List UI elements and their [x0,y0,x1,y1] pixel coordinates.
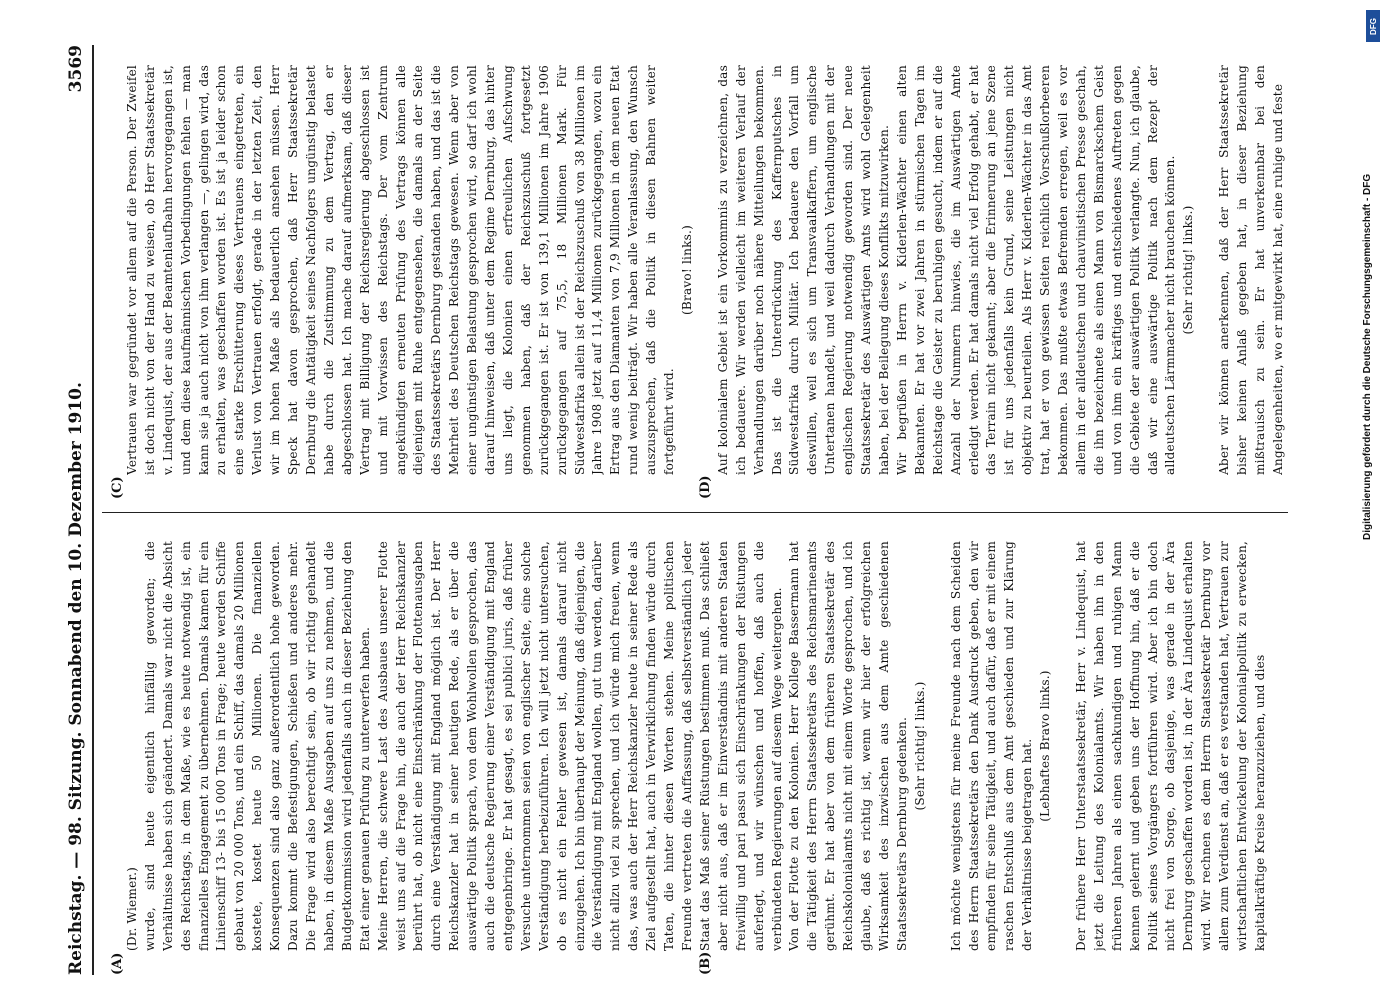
right-interjection-1: (Bravo! links.) [680,224,694,316]
rotated-newspaper-sheet [58,45,1293,975]
left-text-column [106,541,1286,951]
left-interjection-2: (Lebhaftes Bravo links.) [1038,670,1053,822]
right-text-column [106,65,1286,475]
left-paragraph-3: Der frühere Herr Unterstaatssekretär, Herr v. Lindequist, hat jetzt die Leitung des Kolonialamts. Wir haben ihn in den früheren Jahren als einen sachkundigen und ruhigen Mann kennen gelernt und geben uns der Hoffnung hin, daß er die Politik seines Vorgängers fortführen wird. Aber ich bin doch nicht frei von Sorge, ob dasjenige, was gerade in der Ära Dernburg geschaffen worden ist, in der Ära Lindequist erhalten wird. Wir rechnen es dem Herrn Staatssekretär Dernburg vor allem zum Verdienst an, daß er es verstanden hat, Vertrauen zur wirtschaftlichen Entwickelung der Kolonialpolitik zu erwecken, kapitalkräftige Kreise heranzuziehen, und dies [1073,541,1267,951]
column-divider [102,512,1288,513]
digitization-note: Digitalisierung gefördert durch die Deutsche Forschungsgemeinschaft - DFG [1362,173,1373,540]
left-paragraph-2: Ich möchte wenigstens für meine Freunde nach dem Scheiden des Herrn Staatssekretärs den Dank Ausdruck geben, den wir empfinden für seine Tätigkeit, und auch dafür, daß er mit einem raschen Entschluß aus dem Amt geschieden und zur Klärung der Verhältnisse beigetragen hat. [948,541,1035,951]
right-paragraph-3: Aber wir können anerkennen, daß der Herr Staatssekretär bisher keinen Anlaß gegeben hat, in dieser Beziehung mißtrauisch zu sein. Er hat unverkennbar bei den Angelegenheiten, wo er mitgewirkt hat, eine ruhige und feste [1217,65,1285,475]
right-interjection-2: (Sehr richtig! links.) [1181,205,1196,335]
dfg-logo-text: DFG [1368,17,1378,35]
margin-marker-c: (C) [110,476,125,499]
right-paragraph-1: Vertrauen war gegründet vor allem auf die Person. Der Zweifel ist doch nicht von der Hand zu weisen, ob Herr Staatssekretär v. Lindequist, der aus der Beamtenlaufbahn hervorgegangen ist, und dem diese kaufmännischen Vorbedingungen fehlen — man kann sie ja auch nicht von ihm verlangen —, gelingen wird, das zu erhalten, was geschaffen worden ist. Es ist ja leider schon eine starke Erschütterung dieses Vertrauens eingetreten, ein Verlust von Vertrauen erfolgt, gerade in der letzten Zeit, den wir im hohen Maße als bedauerlich ansehen müssen. Herr Speck hat davon gesprochen, daß Herr Staatssekretär Dernburg die Antätigkeit seines Nachfolgers ungünstig belastet habe durch die Zustimmung zu dem Vertrag, den er abgeschlossen hat. Ich mache darauf aufmerksam, daß dieser Vertrag mit Billigung der Reichsregierung abgeschlossen ist und mit Vorwissen des Reichstags. Der vom Zentrum angekündigten erneuten Prüfung des Vertrags können alle diejenigen mit Ruhe entgegensehen, die damals an der Seite des Staatssekretärs Dernburg gestanden haben, und das ist die Mehrheit des Deutschen Reichstags gewesen. Wenn aber von einer ungünstigen Belastung gesprochen wird, so darf ich wohl darauf hinweisen, daß unter dem Regime Dernburg, das hinter uns liegt, die Kolonien einen erfreulichen Aufschwung genommen haben, daß der Reichszuschuß fortgesetzt zurückgegangen ist. Er ist von 139,1 Millionen im Jahre 1906 zurückgegangen auf 75,5, 18 Millionen Mark. Für Südwestafrika allein ist der Reichszuschuß von 38 Millionen im Jahre 1908 jetzt auf 11,4 Millionen zurückgegangen, wozu ein Ertrag aus den Diamanten von 7,9 Millionen in dem neuen Etat rund wenig beiträgt. Wir haben alle Veranlassung, den Wunsch auszusprechen, daß die Politik in diesen Bahnen weiter fortgeführt wird. [124,65,677,475]
speaker-label: (Dr. Wiemer.) [124,866,139,951]
dfg-logo-icon [1366,10,1380,42]
left-interjection-1: (Sehr richtig! links.) [912,681,927,811]
header-title: Reichstag. — 98. Sitzung. Sonnabend den 10. Dezember 1910. [66,382,86,975]
running-header [58,45,98,975]
page-number: 3569 [66,45,86,93]
left-paragraph-1: wurde, sind heute eigentlich hinfällig geworden; die Verhältnisse haben sich geändert. Damals war nicht die Absicht des Reichstags, in dem Maße, wie es heute notwendig ist, ein finanzielles Engagement zu übernehmen. Damals kamen für ein Linienschiff 13- bis 15 000 Tons in Frage; heute werden Schiffe gebaut von 20 000 Tons, und ein Schiff, das damals 20 Millionen kostete, kostet heute 50 Millionen. Die finanziellen Konsequenzen sind also ganz außerordentlich hohe geworden. Dazu kommt die Befestigungen, Schießen und anderes mehr. Die Frage wird also berechtigt sein, ob wir richtig gehandelt haben, in diesem Maße Ausgaben auf uns zu nehmen, und die Budgetkommission wird jedenfalls auch in dieser Beziehung den Etat einer genauen Prüfung zu unterwerfen haben. Meine Herren, die schwere Last des Ausbaues unserer Flotte weist uns auf die Frage hin, die auch der Herr Reichskanzler berührt hat, ob nicht eine Einschränkung der Flottenausgaben durch eine Verständigung mit England möglich ist. Der Herr Reichskanzler hat in seiner heutigen Rede, als er über die auswärtige Politik sprach, von dem Wohlwollen gesprochen, das auch die deutsche Regierung einer Verständigung mit England entgegenbringe. Er hat gesagt, es sei publici juris, daß früher Versuche unternommen seien von englischer Seite, eine solche Verständigung herbeizuführen. Ich will jetzt nicht untersuchen, ob es nicht ein Fehler gewesen ist, damals darauf nicht einzugehen. Ich bin überhaupt der Meinung, daß diejenigen, die die Verständigung mit England wollen, gut tun werden, darüber nicht allzu viel zu sprechen, und ich würde mich freuen, wenn das, was auch der Herr Reichskanzler heute in seiner Rede als Ziel aufgestellt hat, auch in Verwirklichung finden würde durch Taten, die hinter diesen Worten stehen. Meine politischen Freunde vertreten die Auffassung, daß selbstverständlich jeder Staat das Maß seiner Rüstungen bestimmen muß. Das schließt aber nicht aus, daß er im Einverständnis mit anderen Staaten freiwillig und pari passu sich Einschränkungen der Rüstungen auferlegt, und wir wünschen und hoffen, daß auch die verbündeten Regierungen auf diesem Wege weitergehen. Von der Flotte zu den Kolonien. Herr Kollege Bassermann hat die Tätigkeit des Herrn Staatssekretärs des Reichsmarineamts gerühmt. Er hat aber von dem früheren Staatssekretär des Reichskolonialamts nicht mit einem Worte gesprochen, und ich glaube, daß es richtig ist, wenn wir hier der erfolgreichen Wirksamkeit des inzwischen aus dem Amte geschiedenen Staatssekretärs Dernburg gedenken. [142,541,909,951]
right-paragraph-2: Auf kolonialem Gebiet ist ein Vorkommnis zu verzeichnen, das ich bedauere. Wir werden vielleicht im weiteren Verlauf der Verhandlungen darüber noch nähere Mitteilungen bekommen. Das ist die Unterdrückung des Kaffernputsches in Südwestafrika durch Militär. Ich bedauere den Vorfall um deswillen, weil es sich um Transvaalkaffern, um englische Untertanen handelt, und weil dadurch Verhandlungen mit der englischen Regierung notwendig geworden sind. Der neue Staatssekretär des Auswärtigen Amts wird wohl Gelegenheit haben, bei der Beilegung dieses Konflikts mitzuwirken. Wir begrüßen in Herrn v. Kiderlen-Wächter einen alten Bekannten. Er hat vor zwei Jahren in stürmischen Tagen im Reichstage die Geister zu beruhigen gesucht, indem er auf die Anzahl der Nummern hinwies, die im Auswärtigen Amte erledigt werden. Er hat damals nicht viel Erfolg gehabt, er hat das Terrain nicht gekannt; aber die Erinnerung an jene Szene ist für uns jedenfalls kein Grund, seine Leistungen nicht objektiv zu beurteilen. Als Herr v. Kiderlen-Wächter in das Amt trat, hat er von gewissen Seiten reichlich Vorschußlorbeeren bekommen. Das mußte etwas Befremden erregen, weil es vor allem in der alldeutschen und chauvinistischen Presse geschah, die ihn bezeichnete als einen Mann von Bismarckschem Geist und von ihm ein kräftiges und entschiedenes Auftreten gegen die Gebiete der auswärtigen Politik verlangte. Nun, ich glaube, daß wir eine auswärtige Politik nach dem Rezept der alldeutschen Lärmmacher nicht brauchen können. [715,65,1178,475]
header-rule [92,45,94,975]
margin-marker-b: (B) [698,951,713,975]
margin-marker-d: (D) [698,475,713,499]
margin-marker-a: (A) [110,952,125,975]
